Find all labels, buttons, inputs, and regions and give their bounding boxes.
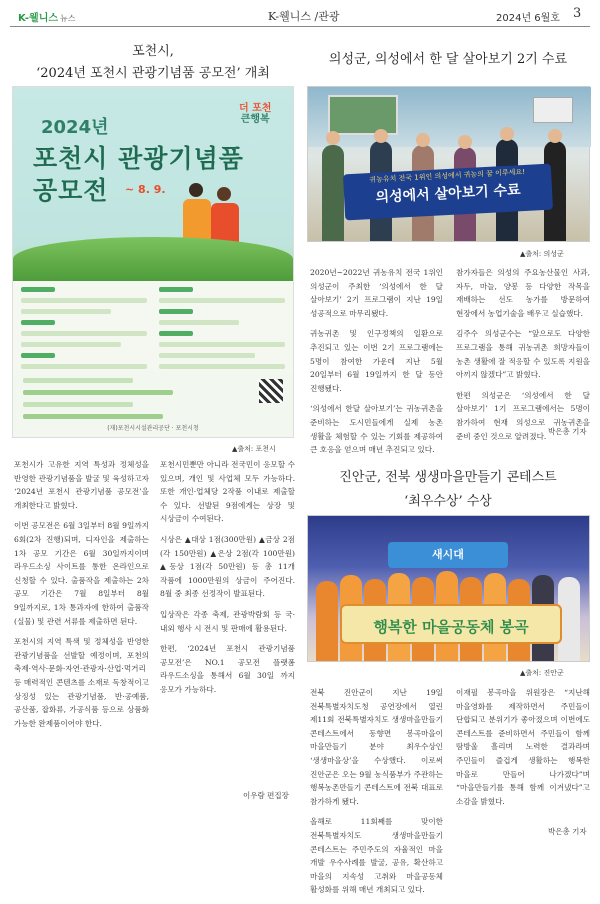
paragraph: 전북 진안군이 지난 19일 전북특별자치도청 공연장에서 열린 제11회 전북특별자치도 생생마을만들기 콘테스트에서 동향면 봉곡마을이 마을만들기 분야 최우수상인 ‘생생마을상’을 수상했다. 이로써 진안군은 오는 9월 농식품부가 주관하는 행복농촌만들기 콘테스트에 전북 대표로 참가하게 됐다. (310, 688, 443, 806)
paragraph: 시상은 ▲대상 1점(300만원) ▲금상 2점(각 150만원) ▲은상 2점(각 100만원) ▲동상 1점(각 50만원) 등 총 11개 작품에 1000만원의 상금이 주어진다. 8월 중 최종 선정작이 발표된다. (160, 534, 295, 599)
paragraph: 포천시의 지역 특색 및 정체성을 반영한 관광기념품을 선발할 예정이며, 포천의 축제·역사·문화·자연·관광자·산업·먹거리 등 매력적인 콘텐츠를 소재로 독창적이고 상징성 있는 관광기념품, 반·공예품, 공산품, 잡화류, 가공식품 등으로 상품화 가능한 완제품이어야 한다. (14, 637, 149, 728)
uiseong-banner (343, 164, 553, 221)
paragraph: 2020년~2022년 귀농유치 전국 1위인 의성군이 주최한 ‘의성에서 한 달 살아보기’ 2기 프로그램이 지난 19일 성공적으로 마무리됐다. (310, 268, 443, 318)
banner-main-text: 행복한 마을공동체 봉곡 (373, 618, 529, 636)
article3-column1 (310, 686, 443, 904)
paragraph: 참가자들은 의성의 주요농산물인 사과, 자두, 마늘, 양봉 등 다양한 작목을 재배하는 선도 농가를 방문하여 현장에서 농업기술을 배우고 실습했다. (456, 268, 590, 318)
paragraph: 귀농귀촌 및 인구정책의 일환으로 추진되고 있는 이번 2기 프로그램에는 5명이 참여한 가운데 지난 5월 20일부터 6월 19일까지 한 달 동안 진행됐다. (310, 329, 443, 393)
banner-subtext: 귀농유치 전국 1위인 의성에서 귀농의 꿈 이루세요! (369, 167, 526, 185)
person-figure (316, 581, 338, 661)
person-head (416, 133, 430, 147)
jinan-banner (340, 604, 562, 644)
uiseong-group-photo (307, 86, 590, 242)
wall-frame (328, 95, 398, 135)
paragraph: ‘의성에서 한달 살아보기’는 귀농귀촌을 준비하는 도시민들에게 실제 농촌 생활을 체험할 수 있는 기회를 제공하여 큰 호응을 얻으며 매년 추진되고 있다. (310, 404, 443, 455)
poster-info-right (159, 287, 285, 375)
person-figure (322, 145, 344, 241)
paragraph: 이재필 봉곡마을 위원장은 “지난해 마을영화를 제작하면서 주민들이 단합되고 분위기가 좋아졌으며 이번에도 콘테스트를 준비하면서 주민들이 함께 땀방울 흘리며 노력한 결과라며 주민들이 즐겁게 생활하는 행복한 마을로 만들어 나가겠다”며 “마을만들기를 통해 함께 이겨냈다”고 소감을 밝혔다. (456, 688, 590, 806)
article1-headline-line2: ‘2024년 포천시 관광기념품 공모전’ 개최 (36, 66, 270, 81)
article1-headline-line1: 포천시, (132, 44, 174, 59)
issue-date: 2024년 6월호 (496, 13, 560, 24)
poster-badge (239, 103, 271, 125)
person-head (374, 129, 388, 143)
person-head (458, 135, 472, 149)
contest-poster (12, 86, 294, 438)
paragraph: 김주수 의성군수는 “앞으로도 다양한 프로그램을 통해 귀농귀촌 희망자들이 농촌 생활에 잘 적응할 수 있도록 지원을 아끼지 않겠다”고 밝혔다. (456, 329, 590, 380)
hiker-right-head (189, 183, 203, 197)
article3-headline-line1: 진안군, 전북 생생마을만들기 콘테스트 (339, 470, 557, 485)
poster-badge-line2: 큰행복 (240, 114, 270, 125)
header-divider (10, 26, 590, 27)
poster-info-left (21, 287, 147, 375)
poster-details (13, 371, 293, 437)
paragraph: 올해로 11회째를 맞이한 전북특별자치도 생생마을만들기 콘테스트는 주민주도의 자율적인 마을 개발 우수사례를 발굴, 공유, 확산하고 마을의 지속성 고취와 마을공동체 활성화를 위해 매년 개최되고 있다. (310, 817, 443, 895)
article2-caption: ▲출처: 의성군 (520, 250, 564, 258)
section-title: K-웰니스 /관광 (268, 10, 340, 23)
hiker-left-head (217, 187, 231, 201)
article2-headline: 의성군, 의성에서 한 달 살아보기 2기 수료 (328, 52, 568, 67)
poster-badge-line1: 더 포천 (239, 103, 272, 114)
stage-screen: 새시대 (388, 542, 508, 568)
article1-column2 (160, 458, 295, 704)
poster-hill (13, 237, 293, 281)
article3-column2 (456, 686, 590, 815)
paragraph: 이번 공모전은 6월 3일부터 8월 9일까지 6회(2차 진행)되며, 디자인을 제출하는 1차 공모 기간은 6월 30일까지이며 라우드소싱 사이트를 통한 온라인으로 신청할 수 있다. 출품작을 제출하는 2차 공모 기간은 7월 8일부터 8월 9일까지로, 1차 통과자에 한하여 출품작(실물) 및 관련 서류를 제출하면 된다. (14, 521, 149, 626)
paragraph: 포천시민뿐만 아니라 전국민이 응모할 수 있으며, 개인 및 사업체 모두 가능하다. 또한 개인·업체당 2작품 이내로 제출할 수 있다. 선발된 9점에게는 상장 및 시상금이 수여된다. (160, 460, 295, 524)
masthead-logo[interactable] (18, 9, 75, 24)
article2-byline: 박은총 기자 (548, 427, 587, 436)
paragraph: 입상작은 각종 축제, 관광박람회 등 국·내외 행사 시 전시 및 판매에 활용된다. (160, 609, 295, 633)
banner-main-text: 의성에서 살아보기 수료 (375, 182, 521, 206)
paragraph: 한편, ‘2024년 포천시 관광기념품 공모전’은 NO.1 공모전 플랫폼 라우드소싱을 통해서 6월 30일 까지 응모가 가능하다. (160, 644, 295, 694)
article3-headline-line2: ‘최우수상’ 수상 (404, 494, 492, 509)
wall-flag (533, 97, 573, 123)
article2-column2 (456, 266, 590, 450)
poster-title-line2: 공모전 (33, 176, 109, 205)
poster-detail-rows (13, 378, 293, 419)
jinan-award-photo (307, 515, 590, 662)
paragraph: 한편 의성군은 ‘의성에서 한 달 살아보기’ 1기 프로그램에서는 5명이 참가하여 현재 의성으로 귀농귀촌을 준비 중인 것으로 알려졌다. (456, 390, 590, 441)
person-head (548, 129, 562, 143)
logo-text: K-웰니스 (18, 13, 59, 24)
poster-year: 2024년 (41, 117, 109, 138)
article3-caption: ▲출처: 진안군 (520, 669, 564, 677)
article1-column1 (14, 458, 149, 737)
poster-info-block (13, 281, 293, 371)
article2-column1 (310, 266, 443, 464)
page-number: 3 (573, 6, 582, 21)
poster-illustration (13, 87, 293, 371)
poster-title-line1: 포천시 관광기념품 (33, 144, 244, 173)
article1-caption: ▲출처: 포천시 (232, 445, 276, 453)
person-head (500, 127, 514, 141)
logo-sub: 뉴스 (60, 14, 76, 23)
paragraph: 포천시가 고유한 지역 특성과 정체성을 반영한 관광기념품을 발굴 및 육성하고자 ‘2024년 포천시 관광기념품 공모전’을 개최한다고 밝혔다. (14, 460, 149, 510)
article1-byline: 이우람 편집장 (243, 791, 289, 800)
person-head (326, 131, 340, 145)
poster-footer: (재)포천시시설관리공단 · 포천시청 (107, 425, 199, 432)
article3-byline: 박은총 기자 (548, 827, 587, 836)
poster-date: ~ 8. 9. (125, 183, 166, 196)
qr-code-icon (259, 379, 283, 403)
